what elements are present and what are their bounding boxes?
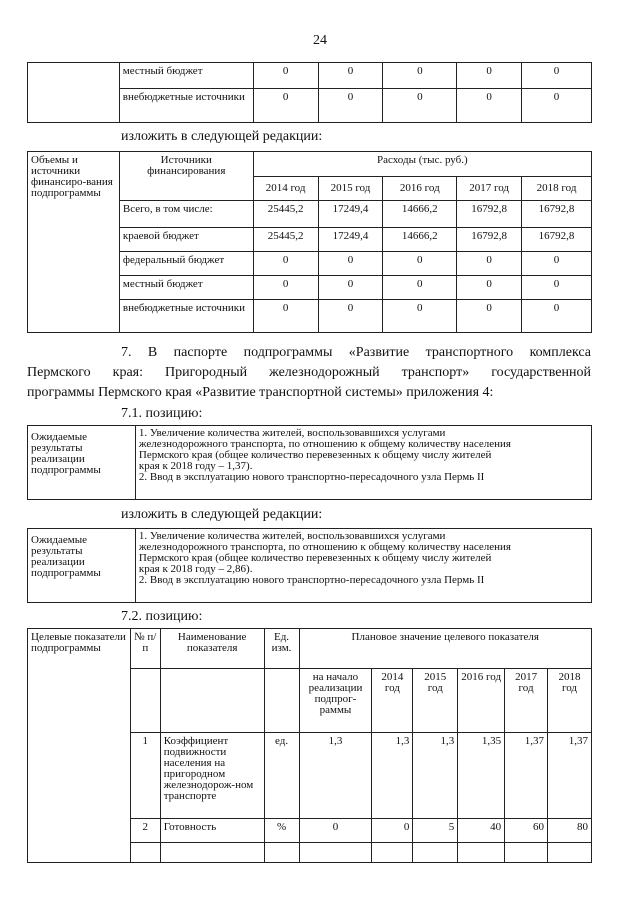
value-cell: 1,3 xyxy=(413,733,458,819)
side-label-cell xyxy=(28,63,120,123)
finance-table xyxy=(27,151,592,333)
value-cell: 0 xyxy=(253,89,318,123)
results-line: железнодорожного транспорта, по отношению к общему количеству населения xyxy=(138,438,511,450)
value-cell: 0 xyxy=(318,276,383,300)
empty-cell xyxy=(458,843,505,863)
results-line: 1. Увеличение количества жителей, воспользовавшихся услугами xyxy=(138,530,446,542)
empty-cell xyxy=(160,843,264,863)
value-cell: 16792,8 xyxy=(457,228,522,252)
year-header: 2016 год xyxy=(458,669,505,733)
position-7-2: 7.2. позицию: xyxy=(121,609,203,624)
finance-side-label: Объемы и источники финансиро-вания подпрограммы xyxy=(28,152,120,333)
source-label: внебюджетные источники xyxy=(119,89,253,123)
results-text xyxy=(135,529,591,603)
value-cell: 0 xyxy=(522,300,592,333)
source-label: Всего, в том числе: xyxy=(119,201,253,228)
value-cell: 25445,2 xyxy=(253,228,318,252)
value-cell: 60 xyxy=(505,819,548,843)
value-cell: 0 xyxy=(253,252,318,276)
start-value: 1,3 xyxy=(299,733,372,819)
year-header: 2018 год xyxy=(548,669,592,733)
col-name-header: Наименование показателя xyxy=(160,629,264,669)
results-table-new xyxy=(27,528,592,603)
year-header: 2015 год xyxy=(318,177,383,201)
row-num: 2 xyxy=(130,819,160,843)
results-text xyxy=(135,426,591,500)
year-header: 2017 год xyxy=(457,177,522,201)
empty-cell xyxy=(264,669,299,733)
source-label: внебюджетные источники xyxy=(119,300,253,333)
value-cell: 0 xyxy=(253,300,318,333)
col-num-header: № п/п xyxy=(130,629,160,669)
section7-line1: 7. В паспорте подпрограммы «Развитие транспортного комплекса xyxy=(121,345,591,360)
value-cell: 1,37 xyxy=(505,733,548,819)
value-cell: 0 xyxy=(318,89,383,123)
value-cell: 17249,4 xyxy=(318,201,383,228)
value-cell: 40 xyxy=(458,819,505,843)
value-cell: 16792,8 xyxy=(522,201,592,228)
col-unit-header: Ед. изм. xyxy=(264,629,299,669)
empty-cell xyxy=(130,843,160,863)
year-header: 2018 год xyxy=(522,177,592,201)
results-line: Пермского края (общее количество перевезенных к общему числу жителей xyxy=(138,449,492,461)
value-cell: 17249,4 xyxy=(318,228,383,252)
value-cell: 0 xyxy=(318,63,383,89)
value-cell: 0 xyxy=(383,63,457,89)
empty-cell xyxy=(372,843,413,863)
results-line: края к 2018 году – 2,86). xyxy=(138,563,253,575)
results-line: 2. Ввод в эксплуатацию нового транспортно-пересадочного узла Пермь II xyxy=(138,574,485,586)
value-cell: 0 xyxy=(457,63,522,89)
source-label: федеральный бюджет xyxy=(119,252,253,276)
value-cell: 0 xyxy=(383,300,457,333)
value-cell: 0 xyxy=(253,63,318,89)
value-cell: 0 xyxy=(457,300,522,333)
source-label: местный бюджет xyxy=(119,63,253,89)
col-plan-header: Плановое значение целевого показателя xyxy=(299,629,592,669)
value-cell: 0 xyxy=(522,89,592,123)
source-label: местный бюджет xyxy=(119,276,253,300)
expenses-header: Расходы (тыс. руб.) xyxy=(253,152,591,177)
results-label: Ожидаемые результаты реализации подпрограммы xyxy=(28,426,136,500)
sources-header: Источники финансирования xyxy=(119,152,253,201)
value-cell: 0 xyxy=(383,252,457,276)
unit-cell: ед. xyxy=(264,733,299,819)
empty-cell xyxy=(413,843,458,863)
value-cell: 5 xyxy=(413,819,458,843)
indicator-name: Готовность xyxy=(160,819,264,843)
value-cell: 0 xyxy=(457,89,522,123)
year-header: 2014 год xyxy=(372,669,413,733)
row-num: 1 xyxy=(130,733,160,819)
year-header: 2015 год xyxy=(413,669,458,733)
page-number: 24 xyxy=(313,33,327,48)
value-cell: 16792,8 xyxy=(522,228,592,252)
source-label: краевой бюджет xyxy=(119,228,253,252)
top-finance-table-fragment xyxy=(27,62,592,123)
empty-cell xyxy=(264,843,299,863)
section7-line2: Пермского края: Пригородный железнодорожный транспорт» государственной xyxy=(27,365,591,380)
year-header: 2014 год xyxy=(253,177,318,201)
value-cell: 25445,2 xyxy=(253,201,318,228)
empty-cell xyxy=(548,843,592,863)
empty-cell xyxy=(160,669,264,733)
results-line: 2. Ввод в эксплуатацию нового транспортно-пересадочного узла Пермь II xyxy=(138,471,485,483)
value-cell: 0 xyxy=(318,300,383,333)
value-cell: 0 xyxy=(522,276,592,300)
value-cell: 16792,8 xyxy=(457,201,522,228)
results-line: 1. Увеличение количества жителей, воспользовавшихся услугами xyxy=(138,427,446,439)
value-cell: 0 xyxy=(457,276,522,300)
value-cell: 80 xyxy=(548,819,592,843)
value-cell: 0 xyxy=(372,819,413,843)
targets-side-label: Целевые показатели подпрограммы xyxy=(28,629,131,863)
results-line: железнодорожного транспорта, по отношению к общему количеству населения xyxy=(138,541,511,553)
empty-cell xyxy=(505,843,548,863)
year-header: 2016 год xyxy=(383,177,457,201)
value-cell: 0 xyxy=(318,252,383,276)
phrase-new-edition-2: изложить в следующей редакции: xyxy=(121,507,323,522)
indicator-name: Коэффициент подвижности населения на пригородном железнодорож-ном транспорте xyxy=(160,733,264,819)
value-cell: 0 xyxy=(253,276,318,300)
phrase-new-edition: изложить в следующей редакции: xyxy=(121,129,323,144)
value-cell: 0 xyxy=(457,252,522,276)
results-line: Пермского края (общее количество перевезенных к общему числу жителей xyxy=(138,552,492,564)
value-cell: 1,35 xyxy=(458,733,505,819)
value-cell: 0 xyxy=(522,63,592,89)
value-cell: 14666,2 xyxy=(383,201,457,228)
year-header: 2017 год xyxy=(505,669,548,733)
value-cell: 1,3 xyxy=(372,733,413,819)
results-label: Ожидаемые результаты реализации подпрограммы xyxy=(28,529,136,603)
start-value: 0 xyxy=(299,819,372,843)
empty-cell xyxy=(130,669,160,733)
value-cell: 0 xyxy=(383,276,457,300)
results-table-old xyxy=(27,425,592,500)
section7-line3: программы Пермского края «Развитие транспортной системы» приложения 4: xyxy=(27,385,494,400)
position-7-1: 7.1. позицию: xyxy=(121,406,203,421)
unit-cell: % xyxy=(264,819,299,843)
value-cell: 1,37 xyxy=(548,733,592,819)
value-cell: 0 xyxy=(383,89,457,123)
targets-table xyxy=(27,628,592,863)
empty-cell xyxy=(299,843,372,863)
results-line: края к 2018 году – 1,37). xyxy=(138,460,253,472)
value-cell: 14666,2 xyxy=(383,228,457,252)
value-cell: 0 xyxy=(522,252,592,276)
sub-start-header: на начало реализации подпрог-раммы xyxy=(299,669,372,733)
